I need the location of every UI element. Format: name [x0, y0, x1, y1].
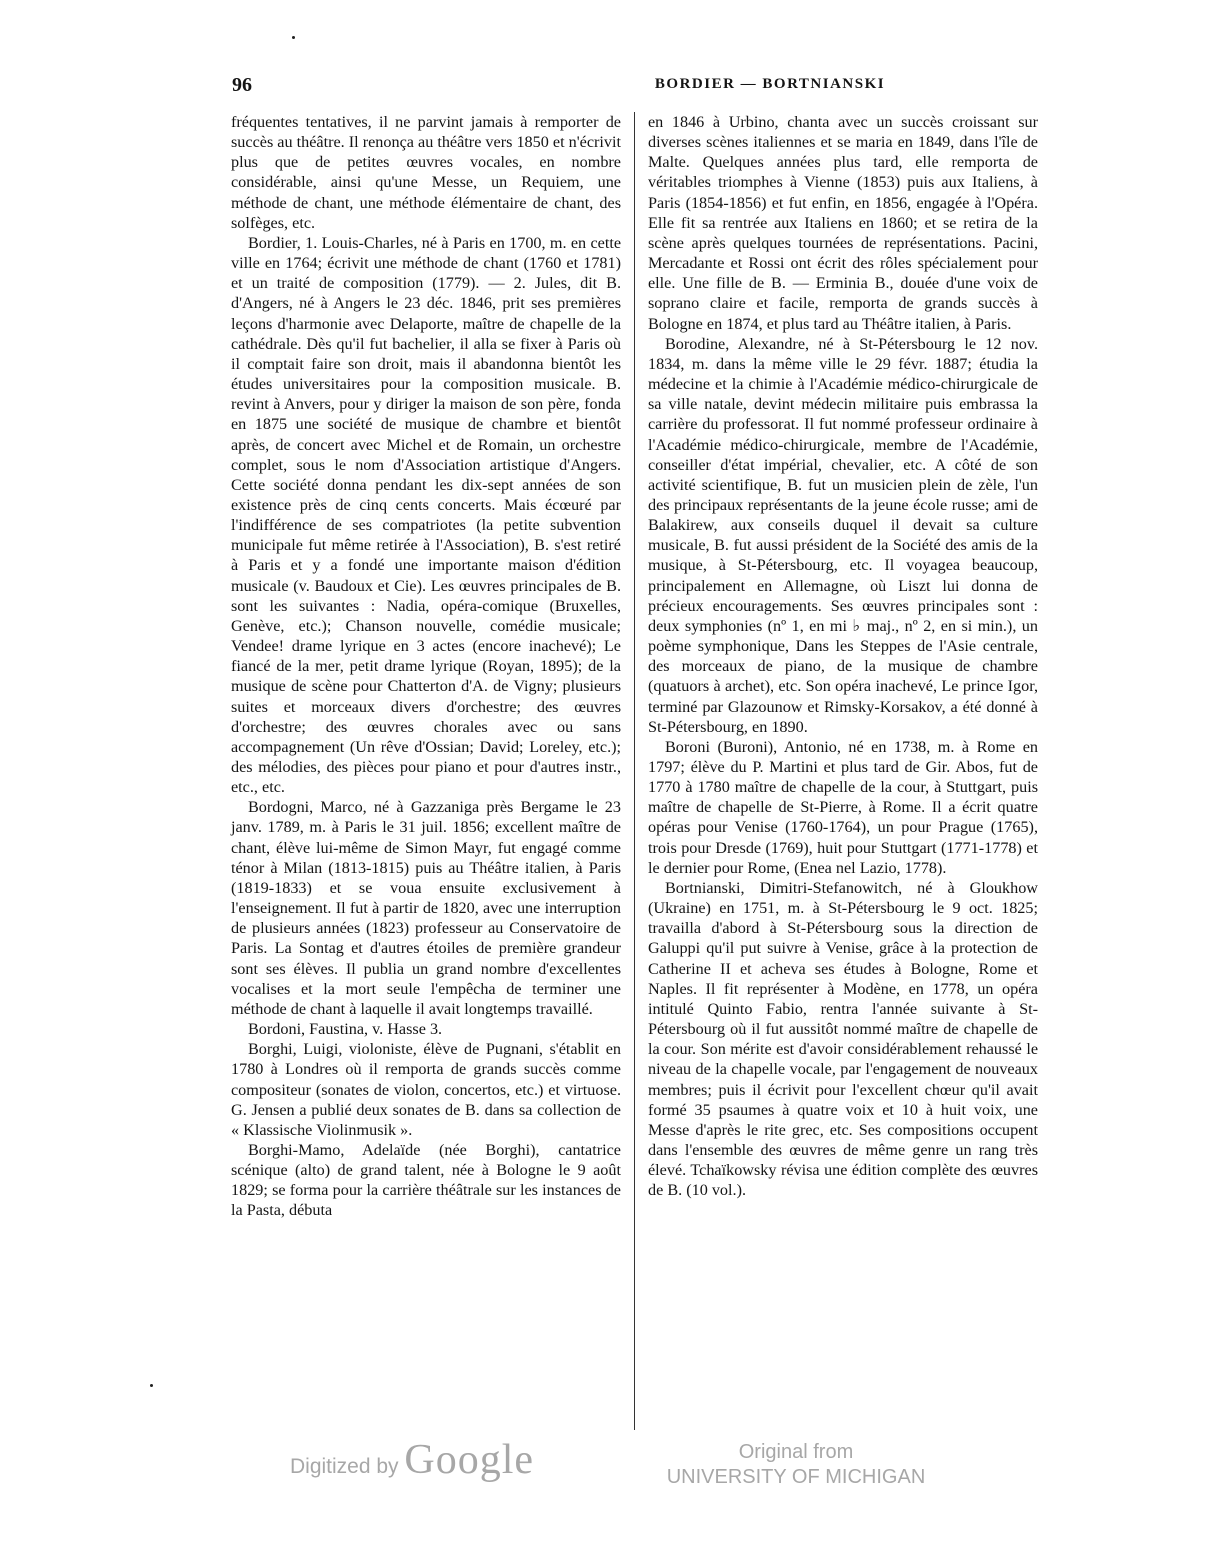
entry-bortnianski: Bortnianski, Dimitri-Stefanowitch, né à Gloukhow (Ukraine) en 1751, m. à St-Pétersbourg le 9 oct. 1825; travailla d'abord à St-Pétersbourg sous la direction de Galuppi qu'il put suivre à Venise, grâce à la protection de Catherine II et acheva ses études à Bologne, Rome et Naples. Il fit représenter à Modène, en 1778, un opéra intitulé Quinto Fabio, rentra l'année suivante à St-Pétersbourg où il fut aussitôt nommé maître de chapelle de la cour. Son mérite est d'avoir considérablement rehaussé le niveau de la chapelle vocale, par l'engagement de nouveaux membres; puis il écrivit pour l'excellent chœur qu'il avait formé 35 psaumes à quatre voix et 10 à huit voix, une Messe d'après le rite grec, etc. Ses compositions occupent dans l'ensemble des œuvres de même genre un rang très élevé. Tchaïkowsky révisa une édition complète des œuvres de B. (10 vol.). [648, 878, 1038, 1200]
institution-text: UNIVERSITY OF MICHIGAN [666, 1466, 926, 1488]
entry-borodine: Borodine, Alexandre, né à St-Pétersbourg le 12 nov. 1834, m. dans la même ville le 29 févr. 1887; étudia la médecine et la chimie à l'Académie médico-chirurgicale de sa ville natale, devint médecin militaire puis embrassa la carrière du professorat. Il fut nommé professeur ordinaire à l'Académie médico-chirurgicale, membre de l'Académie, conseiller d'état impérial, chevalier, etc. A côté de son activité scientifique, B. fut un musicien plein de zèle, l'un des principaux représentants de la jeune école russe; ami de Balakirew, aux conseils duquel il devait sa culture musicale, B. fut aussi président de la Société des amis de la musique, à St-Pétersbourg, etc. Il voyagea beaucoup, principalement en Allemagne, où Liszt lui donna de précieux encouragements. Ses œuvres principales sont : deux symphonies (nº 1, en mi ♭ maj., nº 2, en si min.), un poème symphonique, Dans les Steppes de l'Asie centrale, des morceaux de piano, de la musique de chambre (quatuors à archet), etc. Son opéra inachevé, Le prince Igor, terminé par Glazounow et Rimsky-Korsakov, a été donné à St-Pétersbourg, en 1890. [648, 334, 1038, 736]
paragraph-continuation: fréquentes tentatives, il ne parvint jamais à remporter de succès au théâtre. Il renonça au théâtre vers 1850 et n'écrivit plus que de petites œuvres vocales, en nombre considérable, ainsi qu'une Messe, un Requiem, une méthode de chant, une méthode élémentaire de chant, des solfèges, etc. [231, 113, 621, 232]
entry-bordogni: Bordogni, Marco, né à Gazzaniga près Bergame le 23 janv. 1789, m. à Paris le 31 juil. 1856; excellent maître de chant, élève lui-même de Simon Mayr, fut engagé comme ténor à Milan (1813-1815) puis au Théâtre italien, à Paris (1819-1833) et se voua ensuite exclusivement à l'enseignement. Il fut à partir de 1820, avec une interruption de plusieurs années (1823) professeur au Conservatoire de Paris. La Sontag et d'autres étoiles de première grandeur sont ses élèves. Il publia un grand nombre d'excellentes vocalises et la mort seule l'empêcha de terminer une méthode de chant à laquelle il avait longtemps travaillé. [231, 798, 621, 1018]
running-head: BORDIER — BORTNIANSKI [654, 76, 886, 92]
scan-speck [292, 36, 295, 39]
google-logo: Google [404, 1437, 535, 1483]
original-from-text: Original from [738, 1441, 854, 1463]
entry-borghi: Borghi, Luigi, violoniste, élève de Pugnani, s'établit en 1780 à Londres où il remporta de grands succès comme compositeur (sonates de violon, concertos, etc.) et virtuose. G. Jensen a publié deux sonates de B. dans sa collection de « Klassische Violinmusik ». [231, 1040, 621, 1139]
entry-borghi-mamo: Borghi-Mamo, Adelaïde (née Borghi), cantatrice scénique (alto) de grand talent, née à Bologne le 9 août 1829; se forma pour la carrière théâtrale sur les instances de la Pasta, débuta [231, 1140, 621, 1220]
entry-bordoni: Bordoni, Faustina, v. Hasse 3. [248, 1020, 443, 1039]
scan-speck [150, 1384, 153, 1387]
digitized-by-watermark [290, 1436, 534, 1484]
left-column [231, 112, 621, 1221]
original-from-watermark [666, 1440, 926, 1490]
entry-boroni: Boroni (Buroni), Antonio, né en 1738, m. à Rome en 1797; élève du P. Martini et plus tard de Gir. Abos, fut de 1770 à 1780 maître de chapelle de la cour, à Stuttgart, puis maître de chapelle de St-Pierre, à Rome. Il a écrit quatre opéras pour Venise (1760-1764), un pour Prague (1765), trois pour Dresde (1769), huit pour Stuttgart (1771-1778) et le dernier pour Rome, (Enea nel Lazio, 1778). [648, 737, 1038, 877]
page-number: 96 [232, 74, 252, 96]
column-divider [634, 112, 635, 1430]
paragraph-continuation: en 1846 à Urbino, chanta avec un succès croissant sur diverses scènes italiennes et se maria en 1849, dans l'île de Malte. Quelques années plus tard, elle remporta de véritables triomphes à Vienne (1853) puis aux Italiens, à Paris (1854-1856) et fut enfin, en 1856, engagée à l'Opéra. Elle fit sa rentrée aux Italiens en 1860; et se retira de la scène après quelques tournées de représentations. Pacini, Mercadante et Rossi ont écrit des rôles spécialement pour elle. Une fille de B. — Erminia B., douée d'une voix de soprano claire et facile, remporta de grands succès à Bologne en 1874, et plus tard au Théâtre italien, à Paris. [648, 113, 1038, 333]
entry-bordier: Bordier, 1. Louis-Charles, né à Paris en 1700, m. en cette ville en 1764; écrivit une méthode de chant (1760 et 1781) et un traité de composition (1779). — 2. Jules, dit B. d'Angers, né à Angers le 23 déc. 1846, prit ses premières leçons d'harmonie avec Delaporte, maître de chapelle de la cathédrale. Dès qu'il fut bachelier, il alla se fixer à Paris où il comptait faire son droit, mais il abandonna bientôt les études universitaires pour la composition musicale. B. revint à Anvers, pour y diriger la maison de son père, fonda en 1875 une société de musique de chambre et bientôt après, de concert avec Michel et de Romain, un orchestre complet, sous le nom d'Association artistique d'Angers. Cette société donna pendant les dix-sept années de son existence près de cinq cents concerts. Mais écœuré par l'indifférence de ses compatriotes (la petite subvention municipale fut même retirée à l'Association), B. s'est retiré à Paris et y a fondé une importante maison d'édition musicale (v. Baudoux et Cie). Les œuvres principales de B. sont les suivantes : Nadia, opéra-comique (Bruxelles, Genève, etc.); Chanson nouvelle, comédie musicale; Vendee! drame lyrique en 3 actes (encore inachevé); Le fiancé de la mer, petit drame lyrique (Royan, 1895); de la musique de scène pour Chatterton d'A. de Vigny; plusieurs suites et morceaux divers d'orchestre; des œuvres d'orchestre; des œuvres chorales avec ou sans accompagnement (Un rêve d'Ossian; David; Loreley, etc.); des mélodies, des pièces pour piano et pour d'autres instr., etc., etc. [231, 233, 621, 797]
digitized-by-text: Digitized by [290, 1455, 399, 1478]
right-column [648, 112, 1038, 1200]
